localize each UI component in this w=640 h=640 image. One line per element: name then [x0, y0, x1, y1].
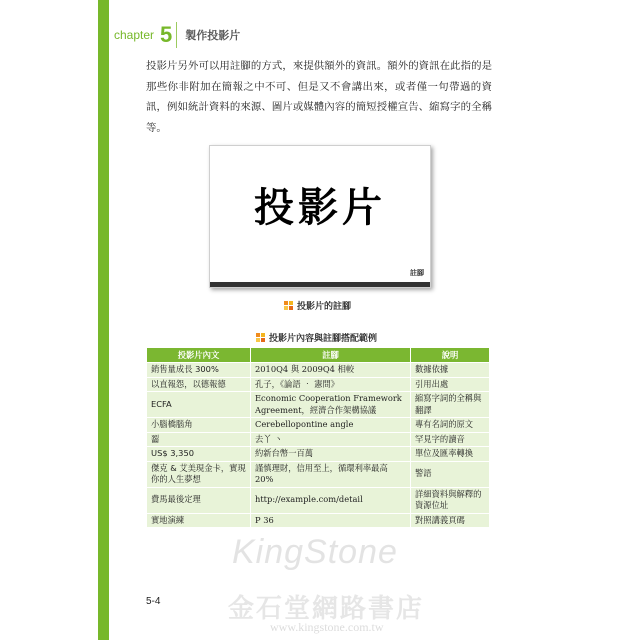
- body-paragraph: 投影片另外可以用註腳的方式，來提供額外的資訊。額外的資訊在此指的是那些你非附加在簡報之中不可、但是又不會講出來，或者僅一句帶過的資訊，例如統計資料的來源、圖片或媒體內容的簡短授權宣告、縮寫字的全稱等。: [146, 60, 492, 134]
- table-cell: 縮寫字詞的全稱與翻譯: [411, 392, 490, 418]
- figure-caption-text: 投影片的註腳: [297, 302, 352, 312]
- table-cell: 䶛: [147, 432, 251, 447]
- table-cell: Cerebellopontine angle: [251, 418, 411, 433]
- table-row: [147, 432, 490, 447]
- chapter-number: 5: [160, 22, 173, 47]
- watermark-store-name: 金石堂網路書店: [228, 594, 425, 623]
- table-cell: 銷售量成長 300%: [147, 363, 251, 378]
- chapter-header: [114, 22, 240, 48]
- table-cell: 去丫 丶: [251, 432, 411, 447]
- watermark-url: www.kingstone.com.tw: [270, 620, 384, 634]
- table-cell: 傑克 & 艾美現金卡，實現你的人生夢想: [147, 461, 251, 487]
- slide-footnote-label: 註腳: [410, 269, 424, 277]
- table-cell: 以直報怨，以德報德: [147, 377, 251, 392]
- table-cell: ECFA: [147, 392, 251, 418]
- chapter-title: 製作投影片: [185, 29, 241, 42]
- table-cell: 專有名詞的原文: [411, 418, 490, 433]
- slide-status-bar: [210, 282, 430, 287]
- table-row: [147, 447, 490, 462]
- table-cell: 孔子，《論語 ‧ 憲問》: [251, 377, 411, 392]
- page-number: 5-4: [146, 596, 161, 607]
- table-cell: http://example.com/detail: [251, 487, 411, 513]
- windows-logo-icon: [284, 301, 293, 310]
- table-row: [147, 392, 490, 418]
- table-cell: 數據依據: [411, 363, 490, 378]
- table-row: [147, 377, 490, 392]
- table-cell: US$ 3,350: [147, 447, 251, 462]
- column-header: 投影片內文: [147, 348, 251, 363]
- table-row: [147, 513, 490, 528]
- header-divider: [176, 22, 177, 48]
- table-cell: 謹慎理財，信用至上，循環利率最高 20%: [251, 461, 411, 487]
- chapter-label: chapter: [114, 28, 155, 42]
- table-cell: 費馬最後定理: [147, 487, 251, 513]
- table-cell: 詳細資料與解釋的資源位址: [411, 487, 490, 513]
- table-row: [147, 418, 490, 433]
- table-cell: P 36: [251, 513, 411, 528]
- table-cell: Economic Cooperation Framework Agreement，經濟合作架構協議: [251, 392, 411, 418]
- watermark-logo: KingStone: [232, 533, 398, 571]
- table-cell: 小腦橋腦角: [147, 418, 251, 433]
- table-cell: 對照講義頁碼: [411, 513, 490, 528]
- windows-logo-icon: [256, 333, 265, 342]
- table-cell: 警語: [411, 461, 490, 487]
- table-caption: [256, 331, 377, 344]
- figure-caption: [284, 299, 351, 312]
- table-row: [147, 363, 490, 378]
- table-row: [147, 461, 490, 487]
- column-header: 註腳: [251, 348, 411, 363]
- column-header: 說明: [411, 348, 490, 363]
- table-cell: 約新台幣一百萬: [251, 447, 411, 462]
- footnote-example-table: [146, 347, 490, 528]
- table-row: [147, 487, 490, 513]
- slide-example-image: [209, 145, 431, 288]
- table-cell: 實地演練: [147, 513, 251, 528]
- chapter-side-bar: [98, 0, 109, 640]
- slide-title: 投影片: [254, 185, 386, 231]
- table-cell: 罕見字的讀音: [411, 432, 490, 447]
- table-caption-text: 投影片內容與註腳搭配範例: [269, 334, 378, 344]
- table-header-row: [147, 348, 490, 363]
- table-cell: 2010Q4 與 2009Q4 相較: [251, 363, 411, 378]
- table-cell: 單位及匯率轉換: [411, 447, 490, 462]
- table-cell: 引用出處: [411, 377, 490, 392]
